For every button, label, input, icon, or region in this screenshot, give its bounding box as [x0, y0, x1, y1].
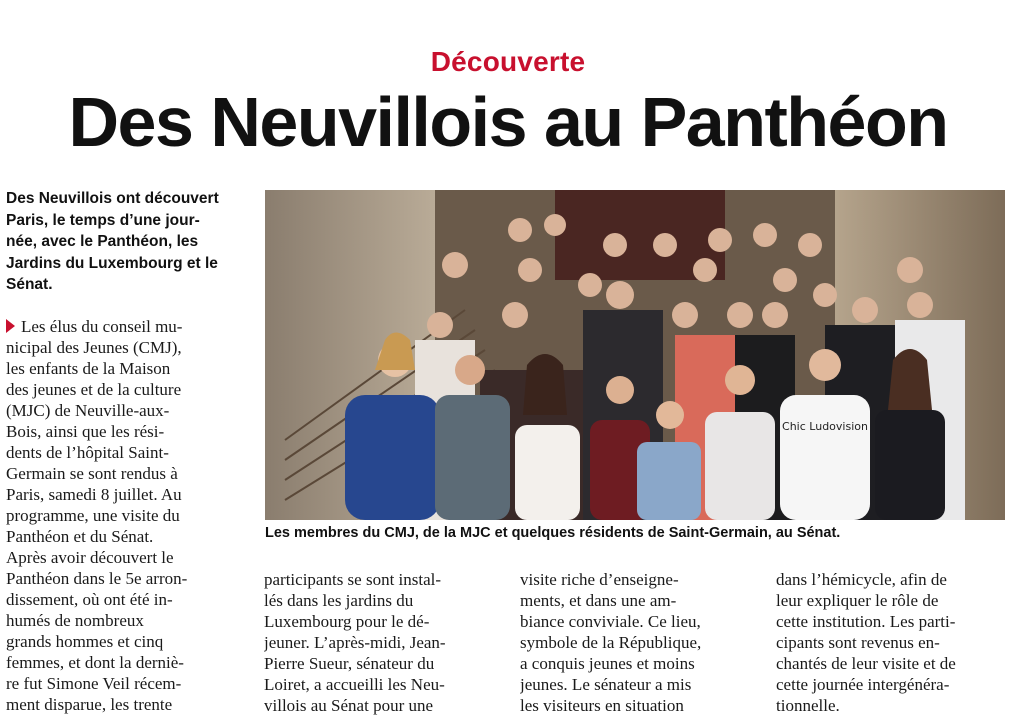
column-line: Germain se sont rendus à: [6, 464, 178, 483]
column-line: jeunes. Le sénateur a mis: [520, 675, 692, 694]
column-line: dissement, où ont été in-: [6, 590, 173, 609]
column-line: cipants sont revenus en-: [776, 633, 940, 652]
group-photo-illustration: [265, 190, 1005, 520]
column-line: Luxembourg pour le dé-: [264, 612, 430, 631]
lead-line: Jardins du Luxembourg et le: [6, 254, 218, 272]
column-line: programme, une visite du: [6, 506, 180, 525]
column-line: lés dans les jardins du: [264, 591, 414, 610]
lead-line: Des Neuvillois ont découvert: [6, 190, 219, 207]
column-line-text: Les élus du conseil mu-: [21, 317, 183, 336]
text-column-4: [776, 569, 1006, 716]
group-photo: [265, 190, 1005, 520]
column-line: re fut Simone Veil récem-: [6, 674, 182, 693]
lead-line: née, avec le Panthéon, les: [6, 233, 199, 250]
column-line: cette institution. Les parti-: [776, 612, 956, 631]
tshirt-print: Chic Ludovision: [782, 420, 868, 433]
column-line: Loiret, a accueilli les Neu-: [264, 675, 445, 694]
text-column-3: [520, 569, 757, 716]
column-line: dents de l’hôpital Saint-: [6, 443, 169, 462]
column-line: les visiteurs en situation: [520, 696, 684, 715]
column-line: humés de nombreux: [6, 611, 144, 630]
lead-line: Paris, le temps d’une jour-: [6, 211, 200, 229]
column-line: tionnelle.: [776, 696, 840, 715]
column-line: biance conviviale. Ce lieu,: [520, 612, 701, 631]
column-line: grands hommes et cinq: [6, 632, 164, 651]
column-line: Bois, ainsi que les rési-: [6, 422, 165, 441]
column-line: ments, et dans une am-: [520, 591, 677, 610]
column-line: Pierre Sueur, sénateur du: [264, 654, 435, 673]
column-line: des jeunes et de la culture: [6, 380, 182, 399]
column-line: Panthéon dans le 5e arron-: [6, 569, 188, 588]
column-line: [6, 316, 244, 337]
column-line: cette journée intergénéra-: [776, 675, 950, 694]
paragraph-marker-icon: [6, 319, 15, 333]
column-line: leur expliquer le rôle de: [776, 591, 939, 610]
column-line: ment disparue, les trente: [6, 695, 173, 714]
text-column-1: [6, 316, 244, 715]
text-column-2: [264, 569, 501, 716]
column-line: Panthéon et du Sénat.: [6, 527, 154, 546]
column-line: (MJC) de Neuville-aux-: [6, 401, 170, 420]
article-headline: Des Neuvillois au Panthéon: [68, 83, 948, 161]
article-lead: [6, 188, 244, 296]
column-line: symbole de la République,: [520, 633, 702, 652]
column-line: Après avoir découvert le: [6, 548, 174, 567]
column-line: femmes, et dont la derniè-: [6, 653, 184, 672]
article-kicker: Découverte: [430, 46, 586, 77]
column-line: Paris, samedi 8 juillet. Au: [6, 485, 182, 504]
column-line: nicipal des Jeunes (CMJ),: [6, 338, 182, 357]
column-line: chantés de leur visite et de: [776, 654, 956, 673]
column-line: villois au Sénat pour une: [264, 696, 434, 715]
photo-caption: Les membres du CMJ, de la MJC et quelques résidents de Saint-Germain, au Sénat.: [265, 525, 841, 541]
column-line: jeuner. L’après-midi, Jean-: [264, 633, 446, 652]
lead-line: Sénat.: [6, 276, 53, 293]
column-line: visite riche d’enseigne-: [520, 570, 679, 589]
column-line: les enfants de la Maison: [6, 359, 171, 378]
column-line: participants se sont instal-: [264, 570, 442, 589]
column-line: dans l’hémicycle, afin de: [776, 570, 947, 589]
column-line: a conquis jeunes et moins: [520, 654, 695, 673]
